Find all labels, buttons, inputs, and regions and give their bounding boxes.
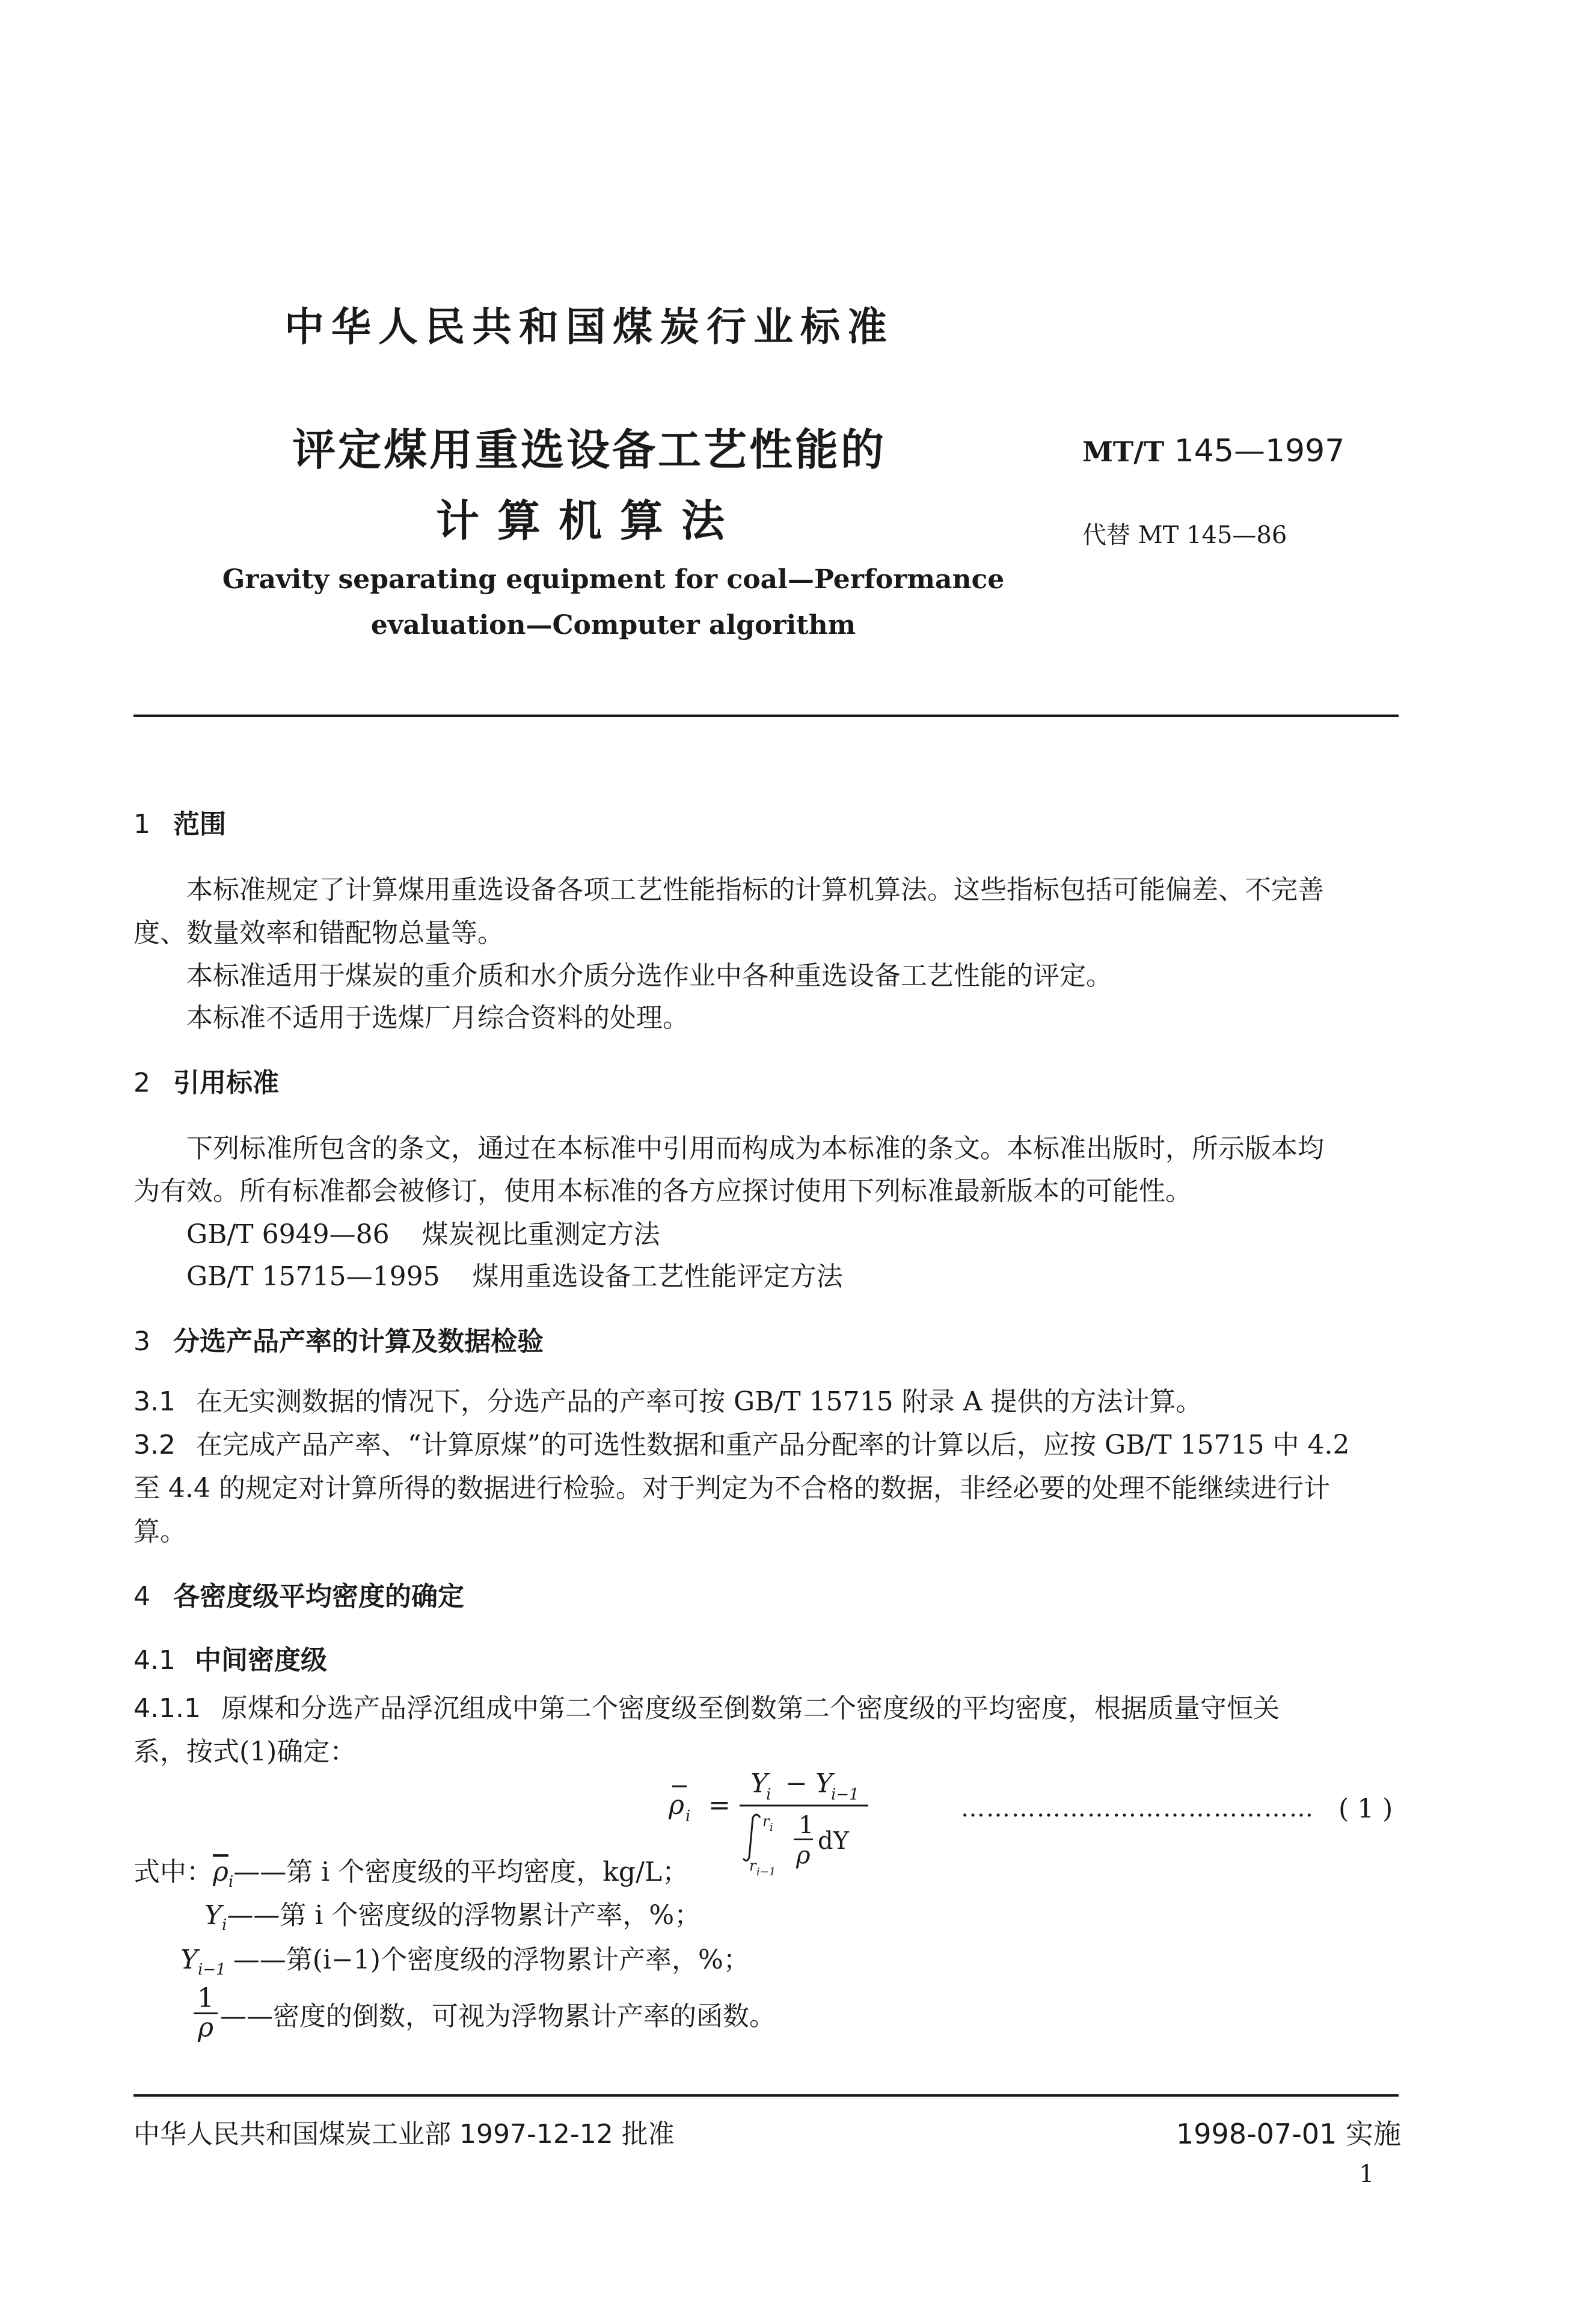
formula-lhs: ρ: [669, 1790, 684, 1821]
section-1-paragraph-1: 本标准规定了计算煤用重选设备各项工艺性能指标的计算机算法。这些指标包括可能偏差、不完善: [186, 875, 1324, 905]
definition-4-text: ——密度的倒数，可视为浮物累计产率的函数。: [220, 2000, 776, 2032]
definition-4-rho: ρ: [198, 2012, 213, 2043]
formula-num-sub-im1: i−1: [831, 1786, 859, 1804]
section-2-heading: [133, 1061, 279, 1099]
definition-3-text: ——第(i−1)个密度级的浮物累计产率，%；: [233, 1944, 750, 1975]
section-4-number: 4: [133, 1581, 150, 1612]
reference-2-code: GB/T 15715—1995: [186, 1261, 440, 1292]
definition-4-one: 1: [197, 1983, 214, 2014]
definition-3-symbol: Y: [180, 1944, 198, 1975]
formula-minus: −: [785, 1768, 808, 1799]
effective-date: 1998-07-01 实施: [1176, 2118, 1401, 2150]
integrand-rho: ρ: [796, 1842, 811, 1869]
integral-lower-sub: i−1: [756, 1866, 776, 1877]
formula-num-y1: Y: [750, 1768, 768, 1799]
definition-1-sub: i: [228, 1872, 234, 1891]
english-title-line-1: Gravity separating equipment for coal—Performance: [222, 564, 1005, 595]
page-number: 1: [1359, 2160, 1375, 2188]
section-1-paragraph-3: 本标准不适用于选煤厂月综合资料的处理。: [186, 1003, 689, 1033]
section-4-heading: [133, 1575, 464, 1613]
definition-2-sub: i: [222, 1916, 227, 1934]
integral-sign: [743, 1815, 760, 1861]
replaces-standard: 代替 MT 145—86: [1082, 521, 1287, 549]
clause-4-1-heading: [133, 1638, 327, 1677]
section-1-number: 1: [133, 809, 150, 840]
section-1-paragraph-2: 本标准适用于煤炭的重介质和水介质分选作业中各种重选设备工艺性能的评定。: [186, 961, 1112, 991]
section-3-title: 分选产品产率的计算及数据检验: [173, 1326, 544, 1357]
formula-number: ( 1 ): [1338, 1794, 1393, 1824]
section-1-title: 范围: [173, 809, 226, 840]
standard-code: [1082, 433, 1344, 469]
definition-3: [180, 1938, 750, 1979]
header-divider: [133, 715, 1399, 717]
section-4-title: 各密度级平均密度的确定: [173, 1581, 464, 1612]
definition-3-sub: i−1: [198, 1960, 226, 1979]
clause-3-2: [133, 1423, 1350, 1462]
integral-lower: r: [749, 1857, 756, 1874]
clause-3-1: [133, 1380, 1202, 1418]
section-3-heading: [133, 1320, 544, 1358]
integral-upper-sub: i: [770, 1821, 773, 1834]
issuing-body-header: 中华人民共和国煤炭行业标准: [284, 304, 894, 350]
definition-1-symbol: $\overline{\rho}$: [213, 1857, 228, 1887]
formula-lhs-sub: i: [685, 1807, 691, 1825]
formula-leader-dots: ……………………………………: [961, 1795, 1314, 1822]
section-2-title: 引用标准: [173, 1068, 279, 1098]
clause-3-2-number: 3.2: [133, 1430, 176, 1460]
section-3-number: 3: [133, 1326, 150, 1357]
section-1-heading: [133, 802, 226, 841]
formula-equals: =: [708, 1790, 731, 1821]
clause-4-1-title: 中间密度级: [194, 1645, 327, 1676]
definition-2-symbol: Y: [204, 1900, 222, 1931]
footer-divider: [133, 2094, 1399, 2097]
section-2-paragraph-1-cont: 为有效。所有标准都会被修订，使用本标准的各方应探讨使用下列标准最新版本的可能性。: [133, 1176, 1192, 1207]
formula-dy: dY: [818, 1827, 850, 1855]
formula-num-sub-i: i: [766, 1786, 771, 1804]
clause-4-1-1-cont: 系，按式(1)确定：: [133, 1736, 357, 1767]
formula-num-y2: Y: [815, 1768, 833, 1799]
definition-4: [194, 1985, 776, 2042]
clause-4-1-1: [133, 1686, 1280, 1725]
clause-3-2-cont-2: 算。: [133, 1516, 186, 1547]
reference-1: [186, 1213, 660, 1251]
standard-code-number: 145—1997: [1174, 433, 1345, 469]
clause-3-1-number: 3.1: [133, 1386, 176, 1417]
reference-1-title: 煤炭视比重测定方法: [422, 1219, 660, 1250]
definition-4-fraction: [194, 1985, 218, 2042]
definition-1-text: ——第 i 个密度级的平均密度，kg/L；: [233, 1857, 689, 1887]
clause-4-1-1-number: 4.1.1: [133, 1693, 201, 1724]
title-line-2: 计算机算法: [435, 496, 743, 546]
standard-code-prefix: MT/T: [1082, 435, 1165, 468]
section-2-paragraph-1: 下列标准所包含的条文，通过在本标准中引用而构成为本标准的条文。本标准出版时，所示版本均: [186, 1133, 1324, 1164]
clause-3-2-text: 在完成产品产率、“计算原煤”的可选性数据和重产品分配率的计算以后，应按 GB/T 15715 中 4.2: [195, 1430, 1350, 1460]
integral-upper: r: [762, 1813, 770, 1830]
definition-1: [133, 1850, 688, 1891]
reference-2-title: 煤用重选设备工艺性能评定方法: [472, 1261, 843, 1292]
section-2-number: 2: [133, 1068, 150, 1098]
reference-1-code: GB/T 6949—86: [186, 1219, 390, 1250]
integrand-one: 1: [799, 1812, 814, 1839]
english-title-line-2: evaluation—Computer algorithm: [370, 610, 856, 641]
definitions-intro: 式中：: [133, 1857, 213, 1887]
clause-4-1-1-text: 原煤和分选产品浮沉组成中第二个密度级至倒数第二个密度级的平均密度，根据质量守恒关: [221, 1693, 1280, 1724]
clause-4-1-number: 4.1: [133, 1645, 176, 1676]
definition-2: [204, 1893, 701, 1934]
reference-2: [186, 1255, 843, 1293]
clause-3-2-cont-1: 至 4.4 的规定对计算所得的数据进行检验。对于判定为不合格的数据，非经必要的处理不能继续进行计: [133, 1473, 1330, 1504]
clause-3-1-text: 在无实测数据的情况下，分选产品的产率可按 GB/T 15715 附录 A 提供的方法计算。: [195, 1386, 1203, 1417]
approval-date: 中华人民共和国煤炭工业部 1997-12-12 批准: [133, 2119, 675, 2150]
section-1-paragraph-1-cont: 度、数量效率和错配物总量等。: [133, 918, 504, 948]
formula-1: [660, 1762, 913, 1877]
title-line-1: 评定煤用重选设备工艺性能的: [292, 425, 886, 475]
definition-2-text: ——第 i 个密度级的浮物累计产率，%；: [227, 1900, 701, 1931]
